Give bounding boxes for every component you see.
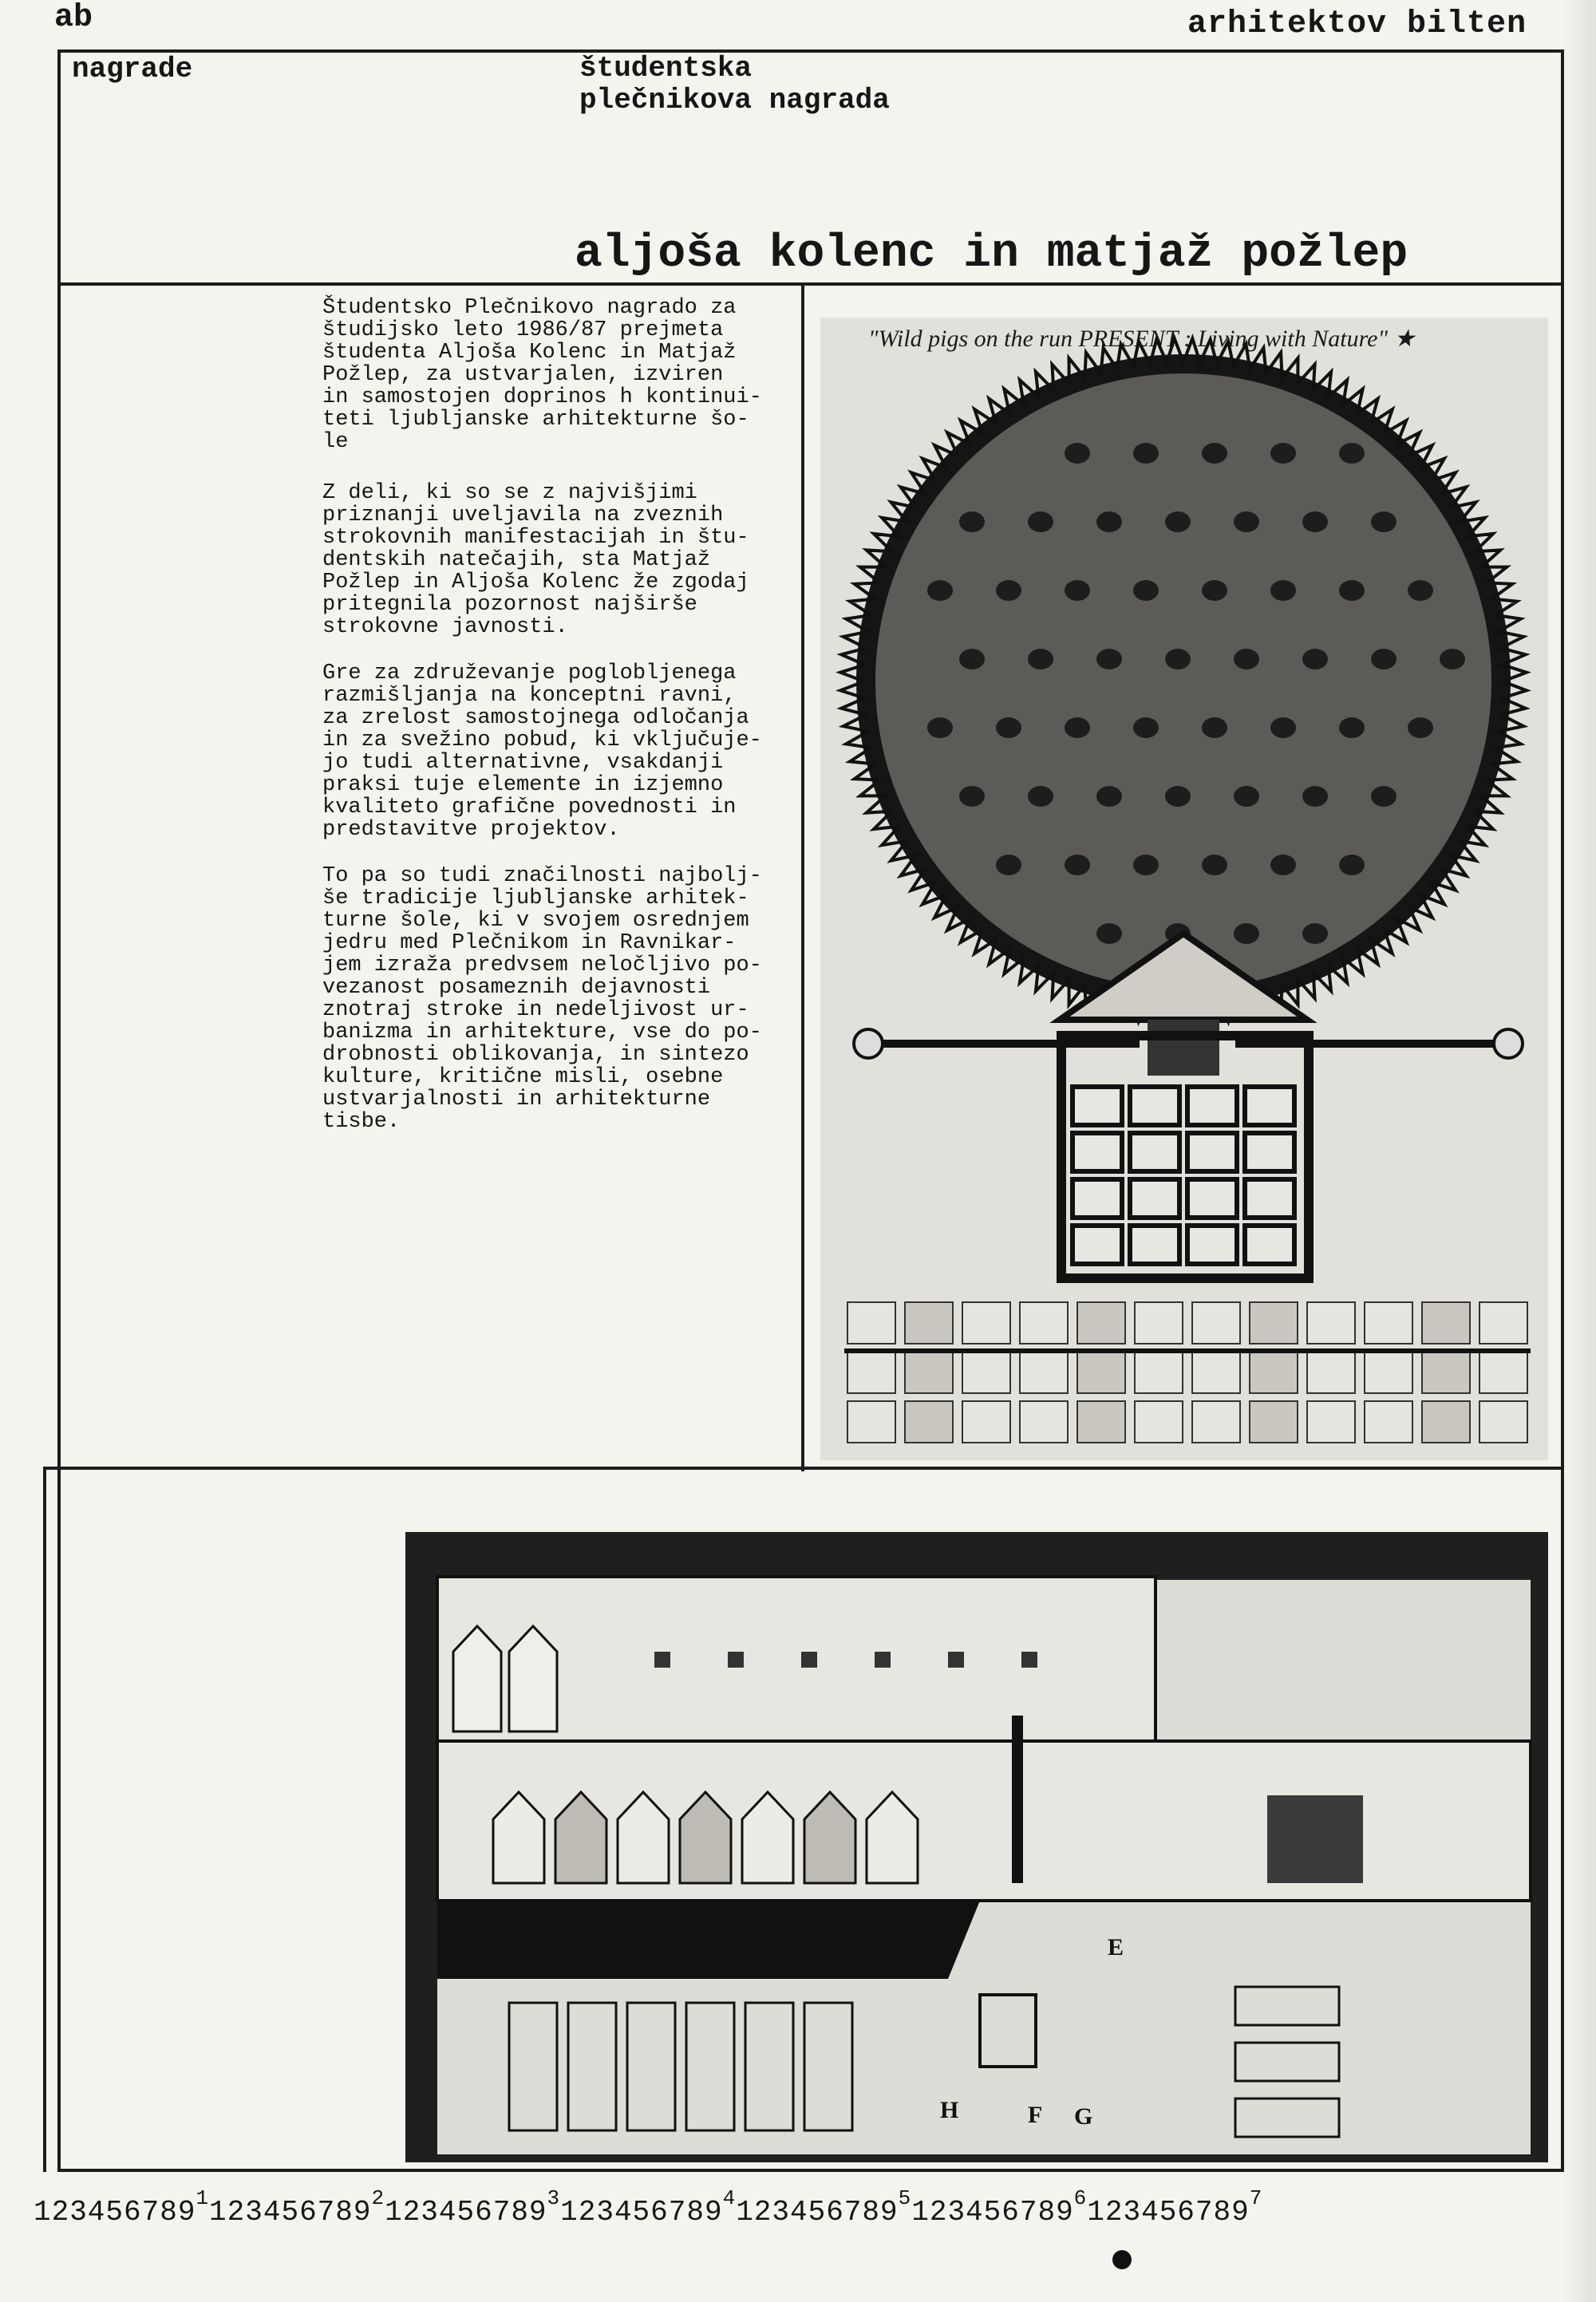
pattern-dot [1408,580,1433,601]
strip-panel [1135,1302,1183,1344]
ruler-digits: 123456789 [911,2196,1074,2229]
grid-cell [1130,1133,1179,1171]
middle-divider [45,1467,1564,1470]
strip-panel [1135,1401,1183,1443]
strip-panel [1479,1401,1527,1443]
elevation-window [948,1652,964,1668]
dark-block [1267,1795,1363,1883]
pattern-dot [927,580,953,601]
strip-panel [962,1401,1010,1443]
grid-cell [1130,1087,1179,1125]
pattern-dot [1133,580,1159,601]
journal-title: arhitektov bilten [1187,6,1527,42]
plan-drawing-figure [820,318,1548,1460]
pattern-dot [1339,717,1365,738]
strip-panel [905,1302,953,1344]
strip-panel [1365,1352,1412,1393]
pattern-dot [1202,443,1227,464]
pattern-dot [1339,855,1365,875]
elevation-window [728,1652,744,1668]
strip-panel [1307,1352,1355,1393]
pattern-dot [1202,580,1227,601]
grid-cell [1130,1226,1179,1264]
strip-panel [1135,1352,1183,1393]
ruler-marker: 5 [898,2186,912,2210]
strip-panel [1020,1302,1068,1344]
grid-cell [1130,1179,1179,1218]
paragraph-2: Z deli, ki so se z najvišjimi priznanji uveljavila na zveznih strokovnih manifestacijah in štu- dentskih natečajih, sta Matjaž Požlep in Aljoša Kolenc že zgodaj pritegnila pozornost najširše strokovne javnosti. [322,481,749,639]
strip-panel [1365,1302,1412,1344]
strip-panel [1422,1401,1470,1443]
pattern-dot [1371,511,1396,532]
grid-cell [1073,1226,1122,1264]
pattern-dot [1234,649,1259,669]
award-title: študentska plečnikova nagrada [579,52,890,116]
strip-panel [1077,1401,1125,1443]
ruler-marker: 1 [196,2186,210,2210]
pattern-dot [1234,786,1259,807]
pattern-dot [1371,649,1396,669]
header-divider [57,282,1564,286]
strip-panel [1422,1302,1470,1344]
strip-panel [1422,1352,1470,1393]
strip-panel [1307,1401,1355,1443]
plan-letter-f: F [1028,2102,1043,2128]
pattern-dot [1339,443,1365,464]
strip-bar [844,1348,1531,1353]
column-divider [801,282,804,1471]
pattern-dot [1028,511,1053,532]
paragraph-4: To pa so tudi značilnosti najbolj- še tradicije ljubljanske arhitek- turne šole, ki v svojem osrednjem jedru med Plečnikom in Ravnikar- jem izraža predvsem neločljivo po- vezanost posameznih dejavnosti znotraj stroke in nedeljivost ur- banizma in arhitekture, vse do po- drobnosti oblikovanja, in sintezo kulture, kritične misli, osebne ustvarjalnosti in arhitekturne tisbe. [322,864,762,1134]
pattern-dot [1440,649,1465,669]
strip-panel [1479,1302,1527,1344]
pattern-dot [1270,443,1296,464]
grid-cell [1245,1133,1294,1171]
pattern-dot [1133,717,1159,738]
section-label: nagrade [72,53,193,85]
pattern-dot [1065,855,1090,875]
strip-panel [1077,1352,1125,1393]
strip-panel [1307,1302,1355,1344]
pattern-dot [1202,855,1227,875]
strip-panel [1192,1401,1240,1443]
pattern-dot [1408,717,1433,738]
strip-panel [847,1302,895,1344]
grid-cell [1073,1133,1122,1171]
strip-panel [1250,1352,1298,1393]
pattern-dot [1133,855,1159,875]
ruler-digits: 123456789 [736,2196,899,2229]
strip-panel [905,1352,953,1393]
strip-panel [1479,1352,1527,1393]
strip-panel [905,1401,953,1443]
grid-cell [1187,1179,1237,1218]
grid-cell [1245,1179,1294,1218]
binding-shadow [1564,0,1596,2302]
pattern-dot [1339,580,1365,601]
ruler-marker: 2 [371,2186,385,2210]
punch-hole-dot [1112,2250,1132,2269]
pattern-dot [1234,923,1259,944]
ruler-marker: 7 [1249,2186,1263,2210]
tower [1012,1716,1023,1883]
pattern-dot [1096,923,1122,944]
pattern-dot [996,855,1021,875]
grid-cell [1187,1133,1237,1171]
strip-panel [1250,1401,1298,1443]
pattern-dot [1028,649,1053,669]
ruler-marker: 6 [1073,2186,1088,2210]
pattern-dot [1165,649,1191,669]
checker-core [1148,1020,1219,1076]
pattern-dot [1065,717,1090,738]
pattern-dot [927,717,953,738]
pattern-dot [1234,511,1259,532]
pattern-dot [1065,443,1090,464]
pattern-dot [1270,855,1296,875]
strip-panel [1020,1401,1068,1443]
article-body [322,297,801,1157]
pattern-dot [996,717,1021,738]
pattern-dot [1096,649,1122,669]
winners-heading: aljoša kolenc in matjaž požlep [575,228,1408,280]
strip-panel [847,1352,895,1393]
strip-panel [962,1352,1010,1393]
pattern-dot [959,786,985,807]
ruler-marker: 4 [722,2186,737,2210]
pattern-dot [1065,580,1090,601]
ruler-digits: 123456789 [34,2196,196,2229]
strip-panel [1250,1302,1298,1344]
strip-panel [847,1401,895,1443]
pattern-dot [1302,511,1328,532]
plan-letter-g: G [1074,2103,1093,2130]
grid-cell [1245,1087,1294,1125]
paragraph-1: Študentsko Plečnikovo nagrado za študijsko leto 1986/87 prejmeta študenta Aljoša Kolenc in Matjaž Požlep, za ustvarjalen, izviren in samostojen doprinos h kontinui- teti ljubljanske arhitekturne šo- le [322,296,762,454]
pattern-dot [1371,786,1396,807]
elevation-window [1021,1652,1037,1668]
elevation-window [654,1652,670,1668]
pattern-dot [1202,717,1227,738]
strip-panel [1020,1352,1068,1393]
pattern-dot [1302,649,1328,669]
pattern-dot [1165,511,1191,532]
grid-cell [1187,1226,1237,1264]
grid-cell [1187,1087,1237,1125]
ruler-digits: 123456789 [385,2196,547,2229]
elevation-drawing-figure [405,1532,1548,2162]
pattern-dot [1270,717,1296,738]
issue-mark: ab [54,0,93,36]
pattern-dot [996,580,1021,601]
pattern-dot [1096,511,1122,532]
page-ruler [34,2186,1262,2229]
figure-caption: "Wild pigs on the run PRESENT : Living with Nature" ★ [868,326,1416,352]
pattern-dot [1302,786,1328,807]
black-wedge [437,1901,980,1979]
elevation-window [801,1652,817,1668]
plan-letter-h: H [940,2097,959,2123]
strip-panel [1192,1302,1240,1344]
pattern-dot [1028,786,1053,807]
ruler-digits: 123456789 [1087,2196,1250,2229]
pattern-dot [1270,580,1296,601]
ruler-digits: 123456789 [560,2196,723,2229]
strip-panel [1365,1401,1412,1443]
pattern-dot [1165,786,1191,807]
lower-left-rule [43,1467,46,2172]
grid-cell [1073,1087,1122,1125]
plan-letter-e: E [1108,1934,1124,1960]
pattern-dot [1302,923,1328,944]
pattern-dot [959,649,985,669]
grid-cell [1073,1179,1122,1218]
elevation-window [875,1652,891,1668]
grid-cell [1245,1226,1294,1264]
strip-panel [962,1302,1010,1344]
pattern-dot [1133,443,1159,464]
pattern-dot [1096,786,1122,807]
strip-panel [1077,1302,1125,1344]
pattern-dot [959,511,985,532]
strip-panel [1192,1352,1240,1393]
ruler-marker: 3 [547,2186,561,2210]
paragraph-3: Gre za združevanje poglobljenega razmišljanja na konceptni ravni, za zrelost samostojnega odločanja in za svežino pobud, ki vključuje- jo tudi alternativne, vsakdanji praksi tuje elemente in izjemno kvaliteto grafične povednosti in predstavitve projektov. [322,661,762,842]
ruler-digits: 123456789 [209,2196,372,2229]
